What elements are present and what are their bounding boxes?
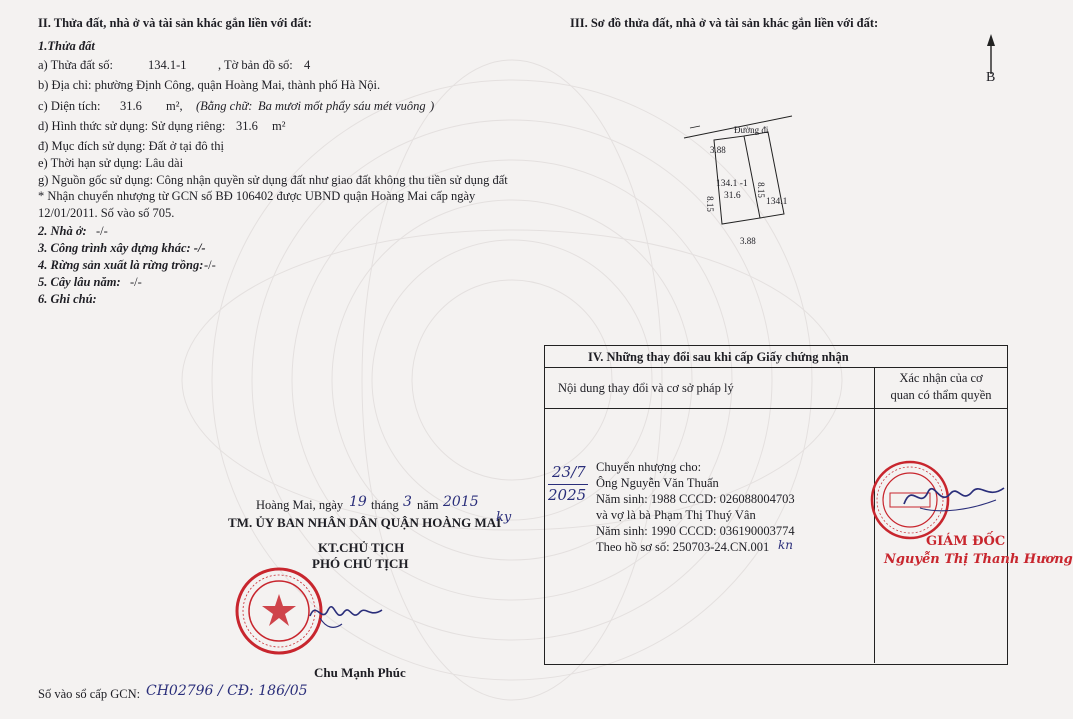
north-label: B: [986, 70, 996, 85]
position-label: PHÓ CHỦ TỊCH: [312, 556, 409, 571]
notes-label: 6. Ghi chú:: [38, 292, 97, 306]
other-works: 3. Công trình xây dựng khác: -/-: [38, 241, 206, 255]
vice-chairman-signature: [306, 594, 386, 634]
area-unit: m²,: [166, 99, 183, 113]
registry-value: CH02796 / CĐ: 186/05: [146, 683, 308, 699]
transfer-note-line2: 12/01/2011. Số vào số 705.: [38, 206, 175, 220]
house-value: -/-: [96, 224, 108, 238]
usage-area: 31.6: [236, 119, 258, 133]
section2-heading: II. Thửa đất, nhà ở và tài sản khác gắn liền với đất:: [38, 16, 312, 30]
forest-label: 4. Rừng sản xuất là rừng trồng:: [38, 258, 204, 272]
usage-origin: g) Nguồn gốc sử dụng: Công nhận quyền sử dụng đất như giao đất không thu tiền sử dụng đất: [38, 173, 508, 187]
entry-date-line2: 2025: [548, 486, 587, 504]
issue-year: 2015: [443, 494, 479, 510]
entry-date-line1: 23/7: [552, 463, 586, 481]
year-label: năm: [417, 498, 439, 512]
parcel-number-label: a) Thửa đất số:: [38, 58, 113, 72]
usage-unit: m²: [272, 119, 286, 133]
bottom-dimension: 3.88: [740, 236, 756, 246]
area-label: c) Diện tích:: [38, 99, 101, 113]
issue-month: 3: [403, 494, 412, 510]
approval-title: GIÁM ĐỐC: [926, 534, 1006, 549]
area-words: Ba mươi mốt phẩy sáu mét vuông: [258, 99, 426, 113]
authority-initial-mark: ky: [496, 510, 512, 525]
land-heading: 1.Thửa đất: [38, 39, 95, 53]
usage-term: e) Thời hạn sử dụng: Lâu dài: [38, 156, 184, 170]
entry-line-3: Năm sinh: 1988 CCCD: 026088004703: [596, 492, 795, 506]
entry-line-4: và vợ là bà Phạm Thị Thuý Vân: [596, 508, 756, 522]
address: b) Địa chỉ: phường Định Công, quận Hoàng Mai, thành phố Hà Nội.: [38, 78, 381, 92]
table-divider-columns: [544, 408, 1007, 409]
transfer-note-line1: * Nhận chuyển nhượng từ GCN số BĐ 106402 được UBND quận Hoàng Mai cấp ngày: [38, 189, 476, 203]
parcel-number: 134.1-1: [148, 58, 187, 72]
entry-initials: kn: [778, 538, 793, 552]
approval-header-line2: quan có thẩm quyền: [890, 388, 992, 402]
section4-heading: IV. Những thay đổi sau khi cấp Giấy chứng nhận: [588, 350, 849, 364]
table-divider-header: [544, 367, 1007, 368]
left-dimension: 8.15: [704, 196, 715, 212]
area-words-label: (Bằng chữ:: [196, 99, 253, 113]
parcel-label: 134.1 -1: [716, 179, 748, 189]
top-dimension: 3.88: [710, 145, 726, 155]
registry-label: Số vào sổ cấp GCN:: [38, 687, 141, 701]
neighbor-parcel-label: 134.1: [766, 197, 788, 207]
entry-line-2: Ông Nguyễn Văn Thuấn: [596, 476, 719, 490]
approval-header-line1: Xác nhận của cơ: [899, 371, 983, 385]
entry-line-5: Năm sinh: 1990 CCCD: 036190003774: [596, 524, 795, 538]
month-label: tháng: [371, 498, 399, 512]
signer-name: Chu Mạnh Phúc: [314, 665, 406, 680]
parcel-area-label: 31.6: [724, 191, 741, 201]
area-value: 31.6: [120, 99, 142, 113]
middle-dimension: 8.15: [755, 182, 766, 198]
issue-day: 19: [349, 494, 367, 510]
entry-line-6: Theo hồ sơ số: 250703-24.CN.001: [596, 540, 770, 554]
perennial-value: -/-: [130, 275, 142, 289]
map-sheet-number: 4: [304, 58, 311, 72]
usage-purpose: đ) Mục đích sử dụng: Đất ở tại đô thị: [38, 139, 224, 153]
road-label: Đường đi: [734, 125, 769, 135]
change-content-header: Nội dung thay đổi và cơ sở pháp lý: [558, 381, 734, 395]
usage-form: d) Hình thức sử dụng: Sử dụng riêng:: [38, 119, 226, 133]
map-sheet-label: , Tờ bản đồ số:: [218, 58, 293, 72]
director-signature: [900, 470, 1010, 520]
issuing-authority: TM. ỦY BAN NHÂN DÂN QUẬN HOÀNG MAI: [228, 515, 502, 530]
approval-name: Nguyễn Thị Thanh Hương: [884, 552, 1073, 567]
on-behalf-label: KT.CHỦ TỊCH: [318, 540, 405, 555]
section3-heading: III. Sơ đồ thửa đất, nhà ở và tài sản khác gắn liền với đất:: [570, 16, 879, 30]
perennial-label: 5. Cây lâu năm:: [38, 275, 121, 289]
entry-line-1: Chuyển nhượng cho:: [596, 460, 702, 474]
forest-value: -/-: [204, 258, 216, 272]
entry-date-rule: [548, 484, 588, 485]
house-label: 2. Nhà ở:: [38, 224, 87, 238]
area-words-close: ): [430, 99, 435, 113]
place-date-prefix: Hoàng Mai, ngày: [256, 498, 344, 512]
